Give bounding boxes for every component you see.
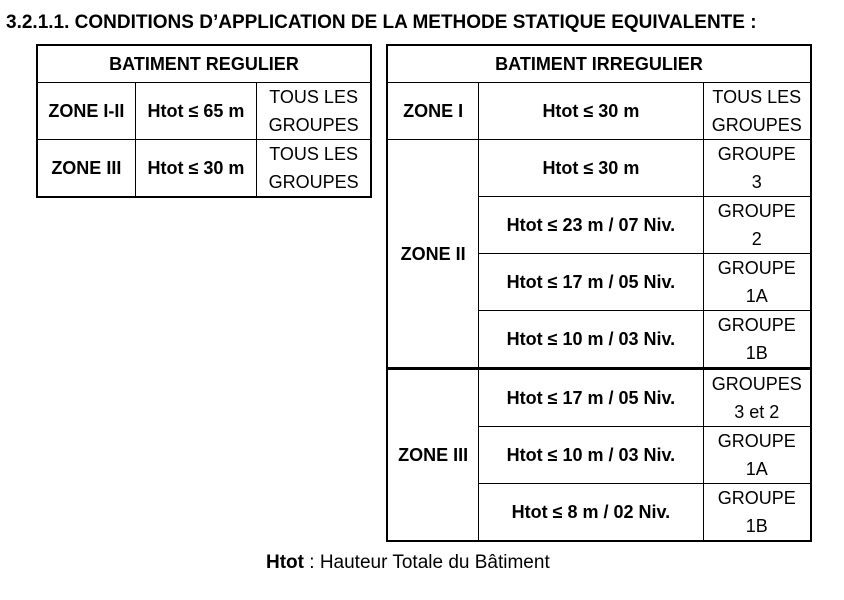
height-cell: Htot ≤ 23 m / 07 Niv. <box>479 197 703 254</box>
group-line: 1B <box>745 343 768 363</box>
group-line: GROUPES <box>711 115 802 135</box>
group-cell <box>703 311 811 369</box>
group-cell <box>703 83 811 140</box>
table-row <box>387 83 811 140</box>
table-row <box>387 140 811 197</box>
group-line: GROUPE <box>717 315 796 335</box>
group-line: 3 et 2 <box>734 402 780 422</box>
group-line: TOUS LES <box>269 144 358 164</box>
group-line: TOUS LES <box>269 87 358 107</box>
group-cell <box>257 140 371 198</box>
group-cell <box>703 197 811 254</box>
group-line: 1B <box>745 516 768 536</box>
zone-cell: ZONE III <box>387 369 479 542</box>
section-heading: 3.2.1.1. CONDITIONS D’APPLICATION DE LA METHODE STATIQUE EQUIVALENTE : <box>6 12 757 33</box>
group-cell <box>703 427 811 484</box>
group-line: GROUPES <box>711 374 802 394</box>
table-row <box>37 140 371 198</box>
height-cell: Htot ≤ 10 m / 03 Niv. <box>479 427 703 484</box>
height-cell: Htot ≤ 17 m / 05 Niv. <box>479 254 703 311</box>
legend-key: Htot <box>266 552 304 573</box>
group-cell <box>703 369 811 427</box>
group-line: GROUPE <box>717 144 796 164</box>
group-line: 1A <box>745 286 768 306</box>
irregular-building-table <box>386 44 812 542</box>
height-cell: Htot ≤ 17 m / 05 Niv. <box>479 369 703 427</box>
regular-building-table <box>36 44 372 198</box>
legend-text: : Hauteur Totale du Bâtiment <box>303 552 550 573</box>
group-line: TOUS LES <box>712 87 802 107</box>
group-line: GROUPE <box>717 201 796 221</box>
group-cell <box>257 83 371 140</box>
height-cell: Htot ≤ 10 m / 03 Niv. <box>479 311 703 369</box>
zone-cell: ZONE I-II <box>37 83 135 140</box>
irregular-table-title: BATIMENT IRREGULIER <box>387 45 811 83</box>
group-cell <box>703 254 811 311</box>
zone-cell: ZONE III <box>37 140 135 198</box>
height-cell: Htot ≤ 30 m <box>135 140 257 198</box>
group-line: GROUPE <box>717 258 796 278</box>
zone-cell: ZONE II <box>387 140 479 369</box>
zone-cell: ZONE I <box>387 83 479 140</box>
group-line: 1A <box>745 459 768 479</box>
height-cell: Htot ≤ 65 m <box>135 83 257 140</box>
group-line: GROUPE <box>717 488 796 508</box>
group-line: 2 <box>751 229 762 249</box>
table-row <box>37 83 371 140</box>
height-cell: Htot ≤ 30 m <box>479 140 703 197</box>
regular-table-title: BATIMENT REGULIER <box>37 45 371 83</box>
height-cell: Htot ≤ 30 m <box>479 83 703 140</box>
legend <box>266 552 550 574</box>
table-row <box>387 369 811 427</box>
group-cell <box>703 484 811 542</box>
group-line: GROUPES <box>268 172 359 192</box>
group-cell <box>703 140 811 197</box>
group-line: GROUPES <box>268 115 359 135</box>
group-line: 3 <box>751 172 762 192</box>
group-line: GROUPE <box>717 431 796 451</box>
height-cell: Htot ≤ 8 m / 02 Niv. <box>479 484 703 542</box>
